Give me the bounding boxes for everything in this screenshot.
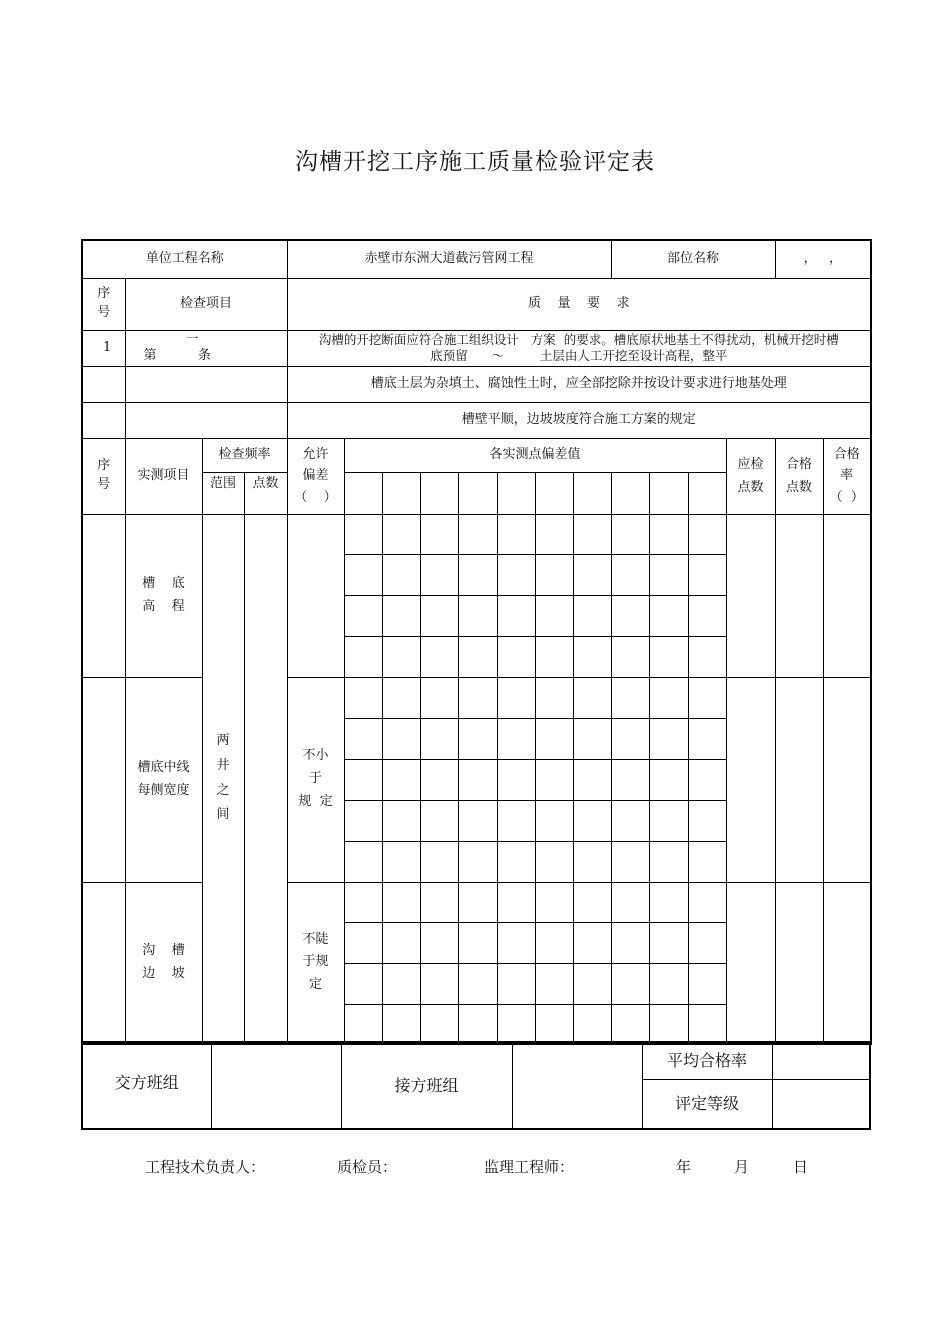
req-row-1-text: 沟槽的开挖断面应符合施工组织设计 方案 的要求。槽底原状地基土不得扰动，机械开挖时槽 底预留 ～ 土层由人工开挖至设计高程，整平 [287,330,871,366]
measure-row [82,677,871,718]
supervisor-label: 监理工程师： [484,1158,575,1176]
part-name-value: ， ， [775,240,871,278]
handover-team-value [211,1042,341,1129]
req-row-1-seq: 1 [82,330,125,366]
check-frequency-header: 检查频率 [202,438,287,472]
deviation-cell [497,472,535,514]
pass-points-header: 合格 点数 [775,438,823,514]
avg-pass-rate-value [772,1042,870,1079]
req-row-2-text: 槽底土层为杂填土、腐蚀性土时，应全部挖除并按设计要求进行地基处理 [287,366,871,402]
item3-label: 沟 槽 边 坡 [125,882,202,1044]
item3-seq [82,882,125,1044]
pass-rate-header: 合格 率 （ ） [823,438,871,514]
seq-header: 序 号 [82,278,125,330]
deviation-cell [535,472,573,514]
unit-name-label: 单位工程名称 [82,240,287,278]
grade-value [772,1079,870,1129]
points-header: 点数 [244,472,287,514]
receiver-team-value [512,1042,642,1129]
signature-footer [0,1156,950,1180]
req-row-1-item [125,330,287,366]
item2-pass-points [775,677,823,882]
item1-should-check [726,514,775,677]
req-row-3-text: 槽壁平顺，边坡坡度符合施工方案的规定 [287,402,871,438]
item1-label: 槽 底 高 程 [125,514,202,677]
item3-pass-points [775,882,823,1044]
item2-label: 槽底中线 每侧宽度 [125,677,202,882]
item1-pass-points [775,514,823,677]
range-value: 两 井 之 间 [202,514,244,1044]
req-row-3-seq [82,402,125,438]
req-row-1-item-top: 一 [185,332,199,348]
item3-should-check [726,882,775,1044]
measure-item-header: 实测项目 [125,438,202,514]
item1-tolerance [287,514,344,677]
req-row-2-item [125,366,287,402]
req-row-3-item [125,402,287,438]
measure-row [82,514,871,554]
unit-name-value: 赤壁市东洲大道截污管网工程 [287,240,611,278]
page-title: 沟槽开挖工序施工质量检验评定表 [295,149,655,175]
item2-should-check [726,677,775,882]
deviation-header: 各实测点偏差值 [344,438,726,472]
deviation-cell [344,472,382,514]
item1-seq [82,514,125,677]
deviation-cell [611,472,649,514]
month-label: 月 [734,1158,750,1176]
receiver-team-label: 接方班组 [341,1042,512,1129]
range-header: 范围 [202,472,244,514]
measure-seq-header: 序 号 [82,438,125,514]
item2-tolerance: 不小 于 规 定 [287,677,344,882]
grade-label: 评定等级 [642,1079,772,1129]
inspector-label: 质检员： [337,1158,398,1176]
points-value [244,514,287,1044]
year-label: 年 [676,1158,692,1176]
quality-requirement-header: 质 量 要 求 [287,278,871,330]
tech-lead-label: 工程技术负责人： [145,1158,266,1176]
item2-pass-rate [823,677,871,882]
day-label: 日 [793,1158,809,1176]
deviation-cell [458,472,497,514]
part-name-label: 部位名称 [611,240,775,278]
req-row-2-seq [82,366,125,402]
deviation-cell [688,472,726,514]
req-row-1-item-bottom: 第 条 [143,348,211,363]
avg-pass-rate-label: 平均合格率 [642,1042,772,1079]
signoff-table [81,1041,871,1130]
item2-seq [82,677,125,882]
check-item-header: 检查项目 [125,278,287,330]
inspection-table [81,239,872,1045]
item3-pass-rate [823,882,871,1044]
deviation-cell [573,472,611,514]
deviation-cell [420,472,458,514]
measure-row [82,882,871,922]
deviation-cell [382,472,420,514]
should-check-header: 应检 点数 [726,438,775,514]
handover-team-label: 交方班组 [82,1042,211,1129]
tolerance-header: 允许 偏差 （ ） [287,438,344,514]
item1-pass-rate [823,514,871,677]
deviation-cell [649,472,688,514]
item3-tolerance: 不陡 于规 定 [287,882,344,1044]
